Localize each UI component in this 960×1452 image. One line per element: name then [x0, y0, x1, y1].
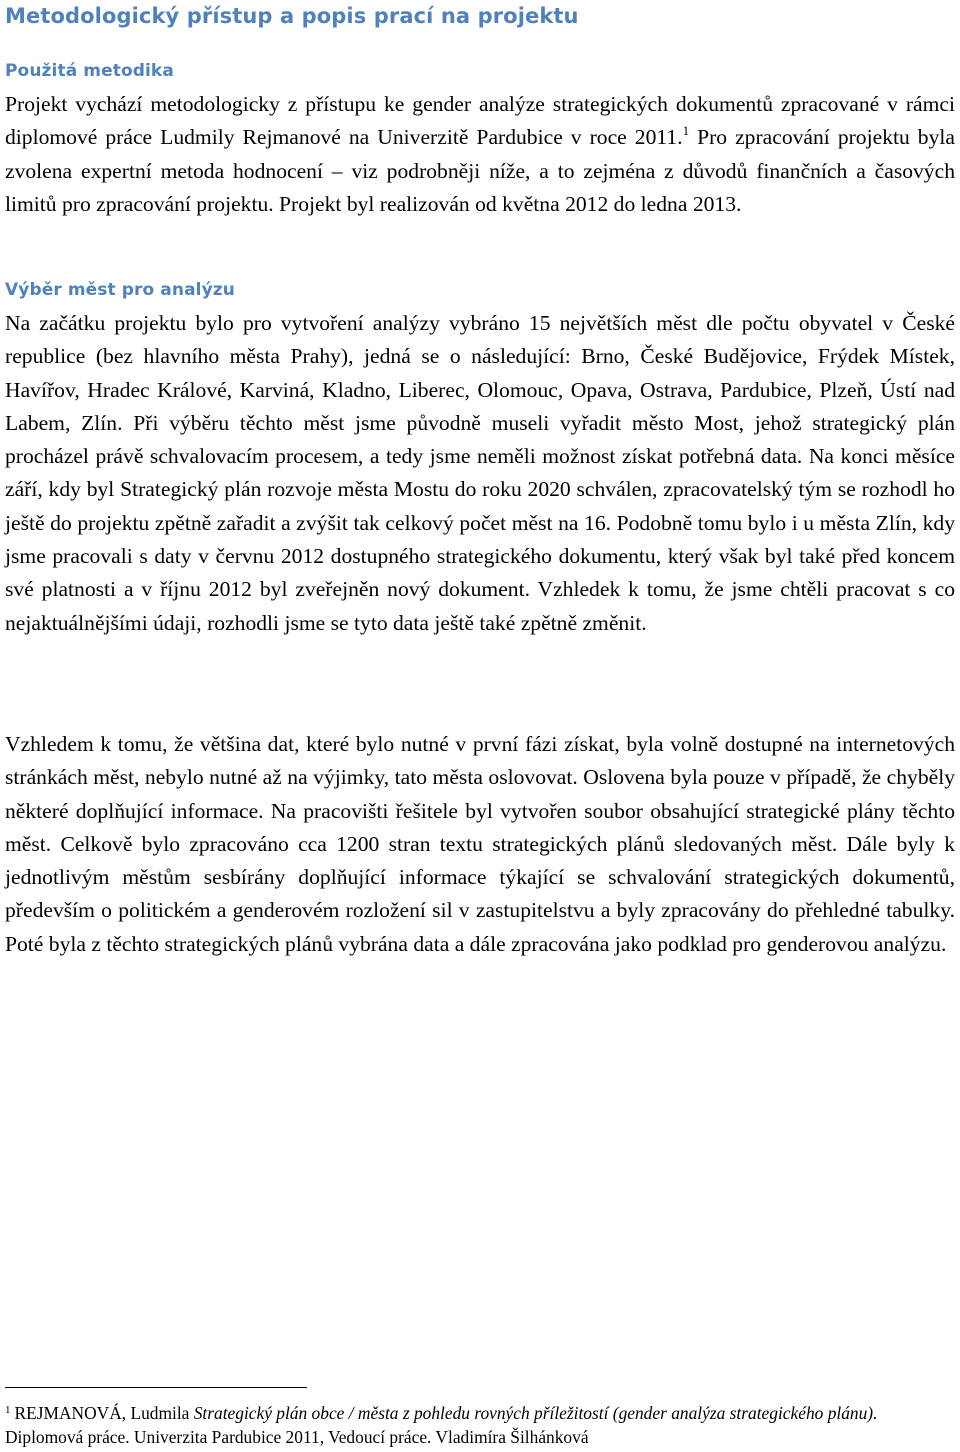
footnote-reference[interactable]: 1 [682, 123, 690, 139]
footnote [5, 1401, 955, 1449]
methodology-paragraph [5, 88, 955, 221]
methodology-text-end: Pro zpracování projektu byla zvolena expertní metoda hodnocení – viz podrobněji níže, a to zejména z důvodů finančních a časových limitů pro zpracování projektu. Projekt byl realizován od května 2012 do ledna 2013. [5, 125, 955, 216]
document-page [5, 0, 955, 1452]
data-collection-paragraph: Vzhledem k tomu, že většina dat, které bylo nutné v první fázi získat, byla volně dostupné na internetových stránkách měst, nebylo nutné až na výjimky, tato města oslovovat. Oslovena byla pouze v případě, že chyběly některé doplňující informace. Na pracovišti řešitele byl vytvořen soubor obsahující strategické plány těchto měst. Celkově bylo zpracováno cca 1200 stran textu strategických plánů sledovaných měst. Dále byly k jednotlivým městům sesbírány doplňující informace týkající se schvalování strategických dokumentů, především o politickém a genderovém rozložení sil v zastupitelstvu a byly zpracovány do přehledné tabulky. Poté byla z těchto strategických plánů vybrána data a dále zpracována jako podklad pro genderovou analýzu. [5, 732, 955, 956]
footnote-details: Diplomová práce. Univerzita Pardubice 2011, Vedoucí práce. Vladimíra Šilhánková [5, 1427, 589, 1447]
methodology-text-start: Projekt vychází metodologicky z přístupu ke gender analýze strategických dokumentů zpracované v rámci diplomové práce Ludmily Rejmanové na Univerzitě Pardubice v roce 2011. [5, 92, 955, 150]
city-selection-paragraph: Na začátku projektu bylo pro vytvoření analýzy vybráno 15 největších měst dle počtu obyvatel v České republice (bez hlavního města Prahy), jedná se o následující: Brno, České Budějovice, Frýdek Místek, Havířov, Hradec Králové, Karviná, Kladno, Liberec, Olomouc, Opava, Ostrava, Pardubice, Plzeň, Ústí nad Labem, Zlín. Při výběru těchto měst jsme původně museli vyřadit město Most, jehož strategický plán procházel právě schvalovacím procesem, a tedy jsme neměli možnost získat potřebná data. Na konci měsíce září, kdy byl Strategický plán rozvoje města Mostu do roku 2020 schválen, zpracovatelský tým se rozhodl ho ještě do projektu zpětně zařadit a zvýšit tak celkový počet měst na 16. Podobně tomu bylo i u města Zlín, kdy jsme pracovali s daty v červnu 2012 dostupného strategického dokumentu, který však byl také před koncem své platnosti a v říjnu 2012 byl zveřejněn nový dokument. Vzhledek k tomu, že jsme chtěli pracovat s co nejaktuálnějšími údaji, rozhodli jsme se tyto data ještě také zpětně změnit. [5, 311, 955, 635]
footnote-title: Strategický plán obce / města z pohledu rovných příležitostí (gender analýza strategického plánu). [193, 1403, 878, 1423]
footnote-author: REJMANOVÁ, Ludmila [14, 1403, 194, 1423]
footnote-separator [5, 1387, 307, 1388]
footnote-number: 1 [5, 1404, 11, 1416]
page-title: Metodologický přístup a popis prací na projektu [5, 4, 579, 28]
section-heading-city-selection: Výběr měst pro analýzu [5, 280, 235, 300]
section-heading-methodology: Použitá metodika [5, 61, 174, 81]
